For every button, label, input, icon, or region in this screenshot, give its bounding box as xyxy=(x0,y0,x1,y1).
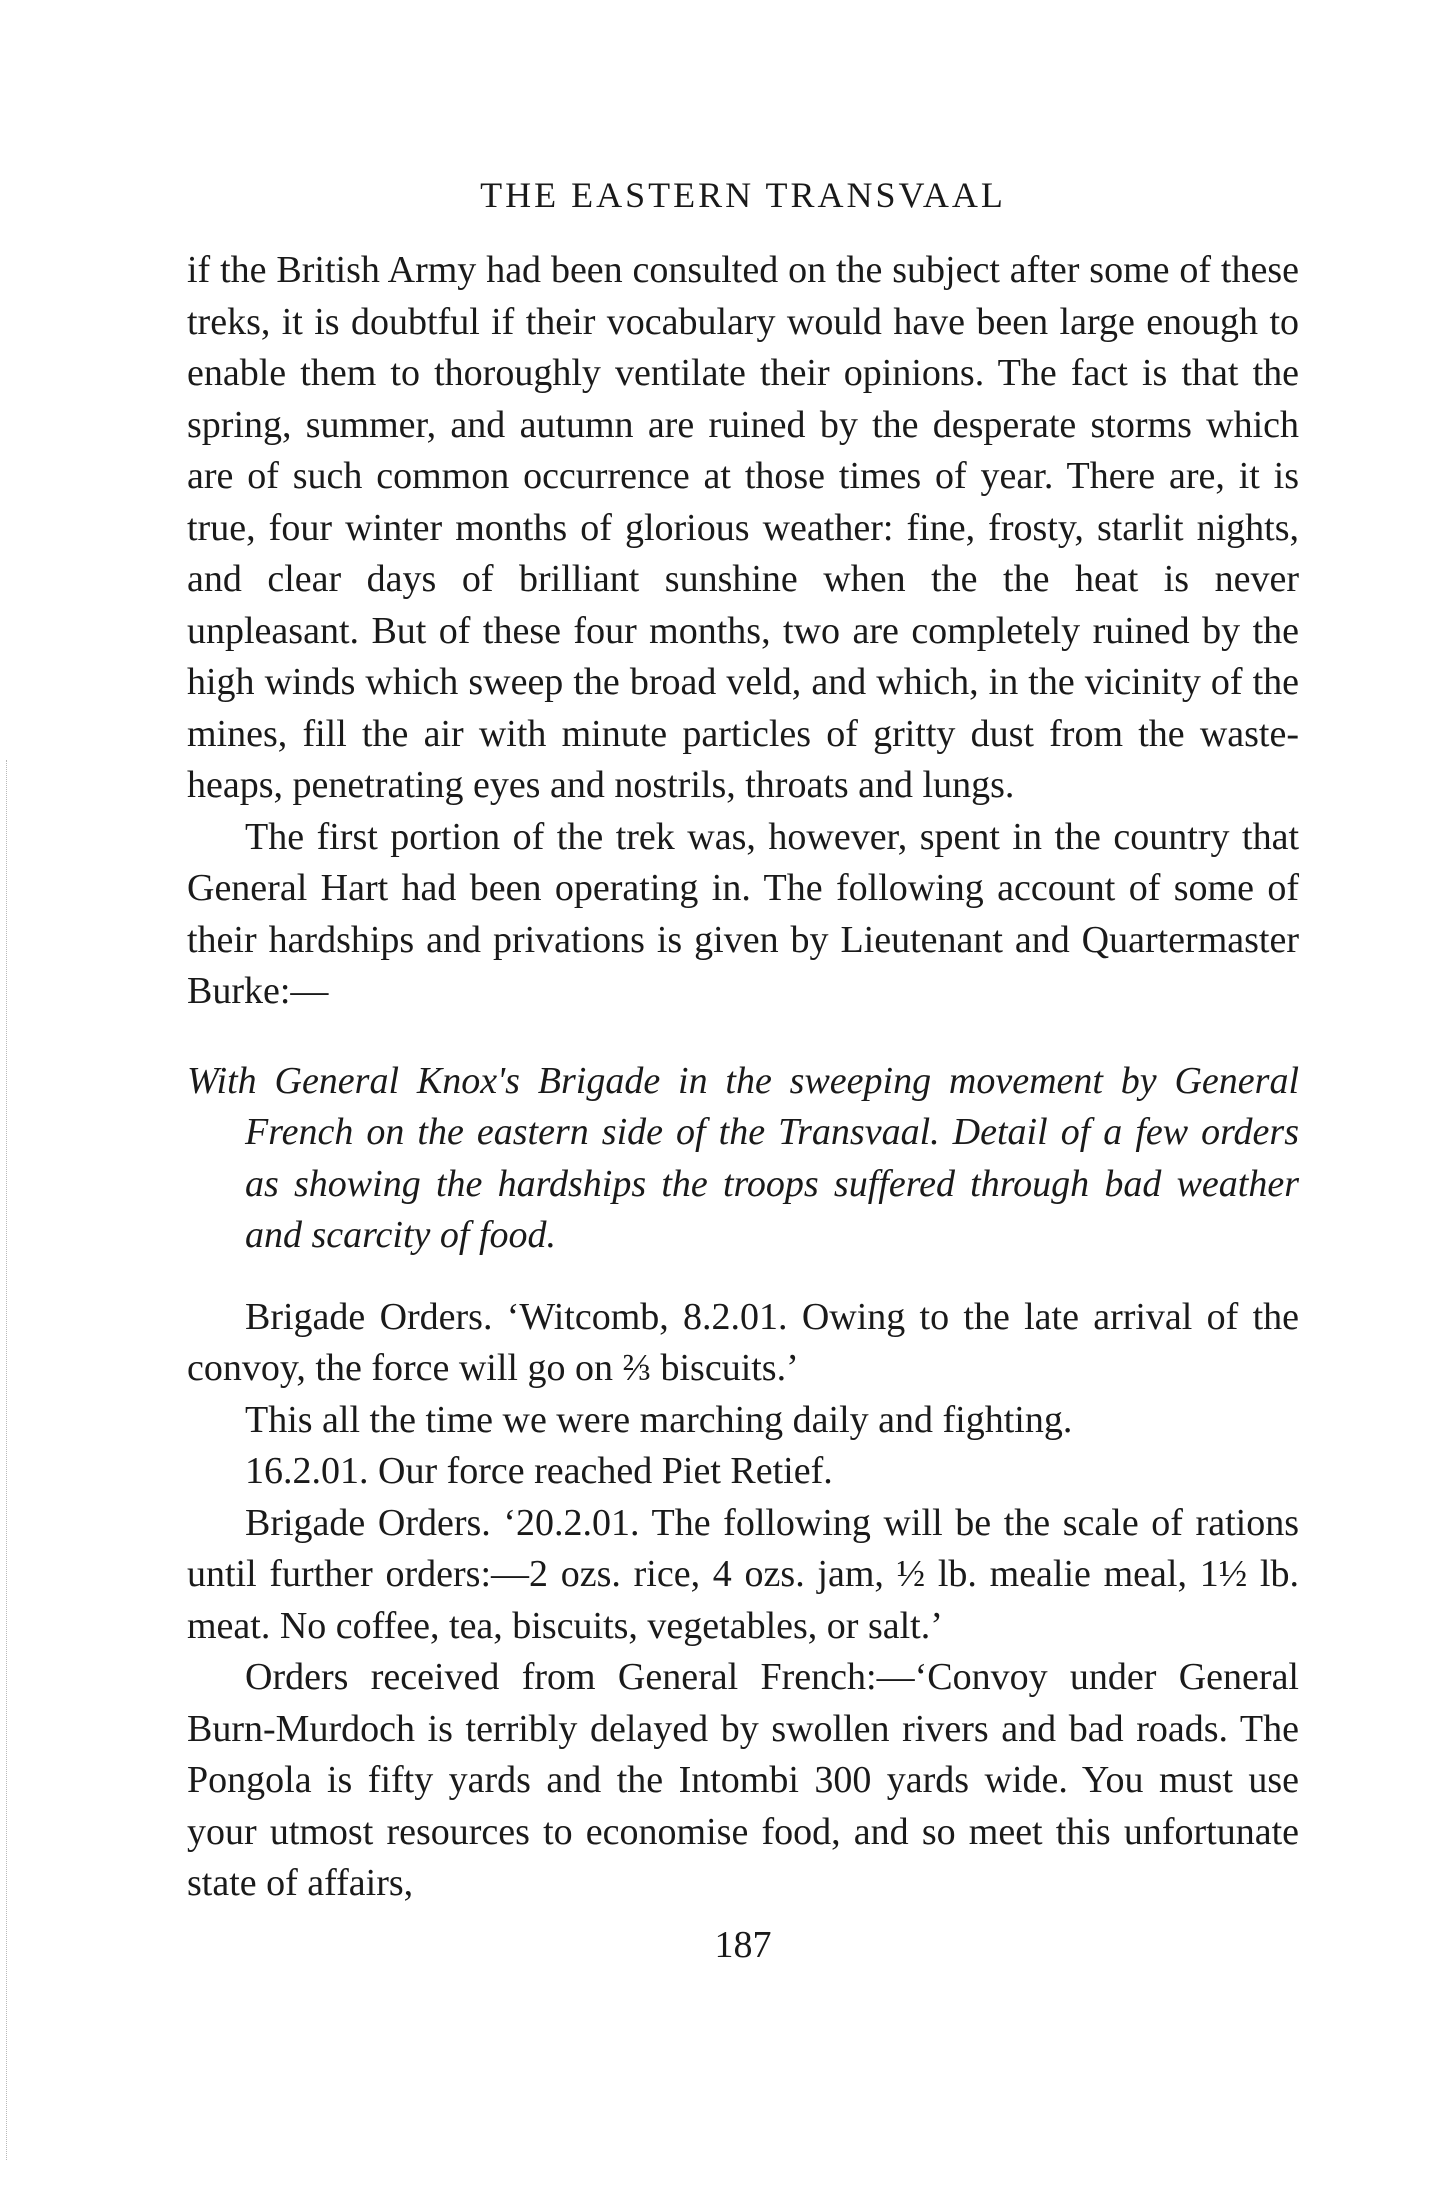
page-number: 187 xyxy=(714,1923,772,1966)
body-paragraph-1: if the British Army had been consulted on the subject after some of these treks, it is doubtful if their vocabulary would have been large enough to enable them to thoroughly ventilate their opinions. The fact is that the spring, summer, and autumn are ruined by the desperate storms which are of such common occurrence at those times of year. There are, it is true, four winter months of glorious weather: fine, frosty, starlit nights, and clear days of brilliant sunshine when the the heat is never unpleasant. But of these four months, two are completely ruined by the high winds which sweep the broad veld, and which, in the vicinity of the mines, fill the air with minute particles of gritty dust from the waste-heaps, penetrating eyes and nostrils, throats and lungs. xyxy=(187,249,1299,806)
body-paragraph-5: 16.2.01. Our force reached Piet Retief. xyxy=(245,1450,833,1492)
body-paragraph-4: This all the time we were marching daily and fighting. xyxy=(245,1398,1073,1441)
body-paragraph-6: Brigade Orders. ‘20.2.01. The following will be the scale of rations until further orders:—2 ozs. rice, 4 ozs. jam, ½ lb. mealie meal, 1½ lb. meat. No coffee, tea, biscuits, vegetables, or salt.’ xyxy=(187,1501,1299,1647)
body-paragraph-3: Brigade Orders. ‘Witcomb, 8.2.01. Owing to the late arrival of the convoy, the force will go on ⅔ biscuits.’ xyxy=(187,1295,1299,1389)
body-paragraph-7: Orders received from General French:—‘Convoy under General Burn-Murdoch is terribly delayed by swollen rivers and bad roads. The Pongola is fifty yards and the Intombi 300 yards wide. You must use your utmost resources to economise food, and so meet this unfortunate state of affairs, xyxy=(187,1656,1299,1904)
binding-speckles xyxy=(6,760,11,2160)
extract-heading: With General Knox's Brigade in the sweeping movement by General French on the eastern side of the Transvaal. Detail of a few orders as showing the hardships the troops suffered through bad weather and scarcity of food. xyxy=(187,1059,1299,1256)
body-paragraph-2: The first portion of the trek was, however, spent in the country that General Hart had been operating in. The following account of some of their hardships and privations is given by Lieutenant and Quartermaster Burke:— xyxy=(187,815,1299,1012)
book-page xyxy=(187,175,1299,1971)
running-head: THE EASTERN TRANSVAAL xyxy=(480,175,1006,215)
